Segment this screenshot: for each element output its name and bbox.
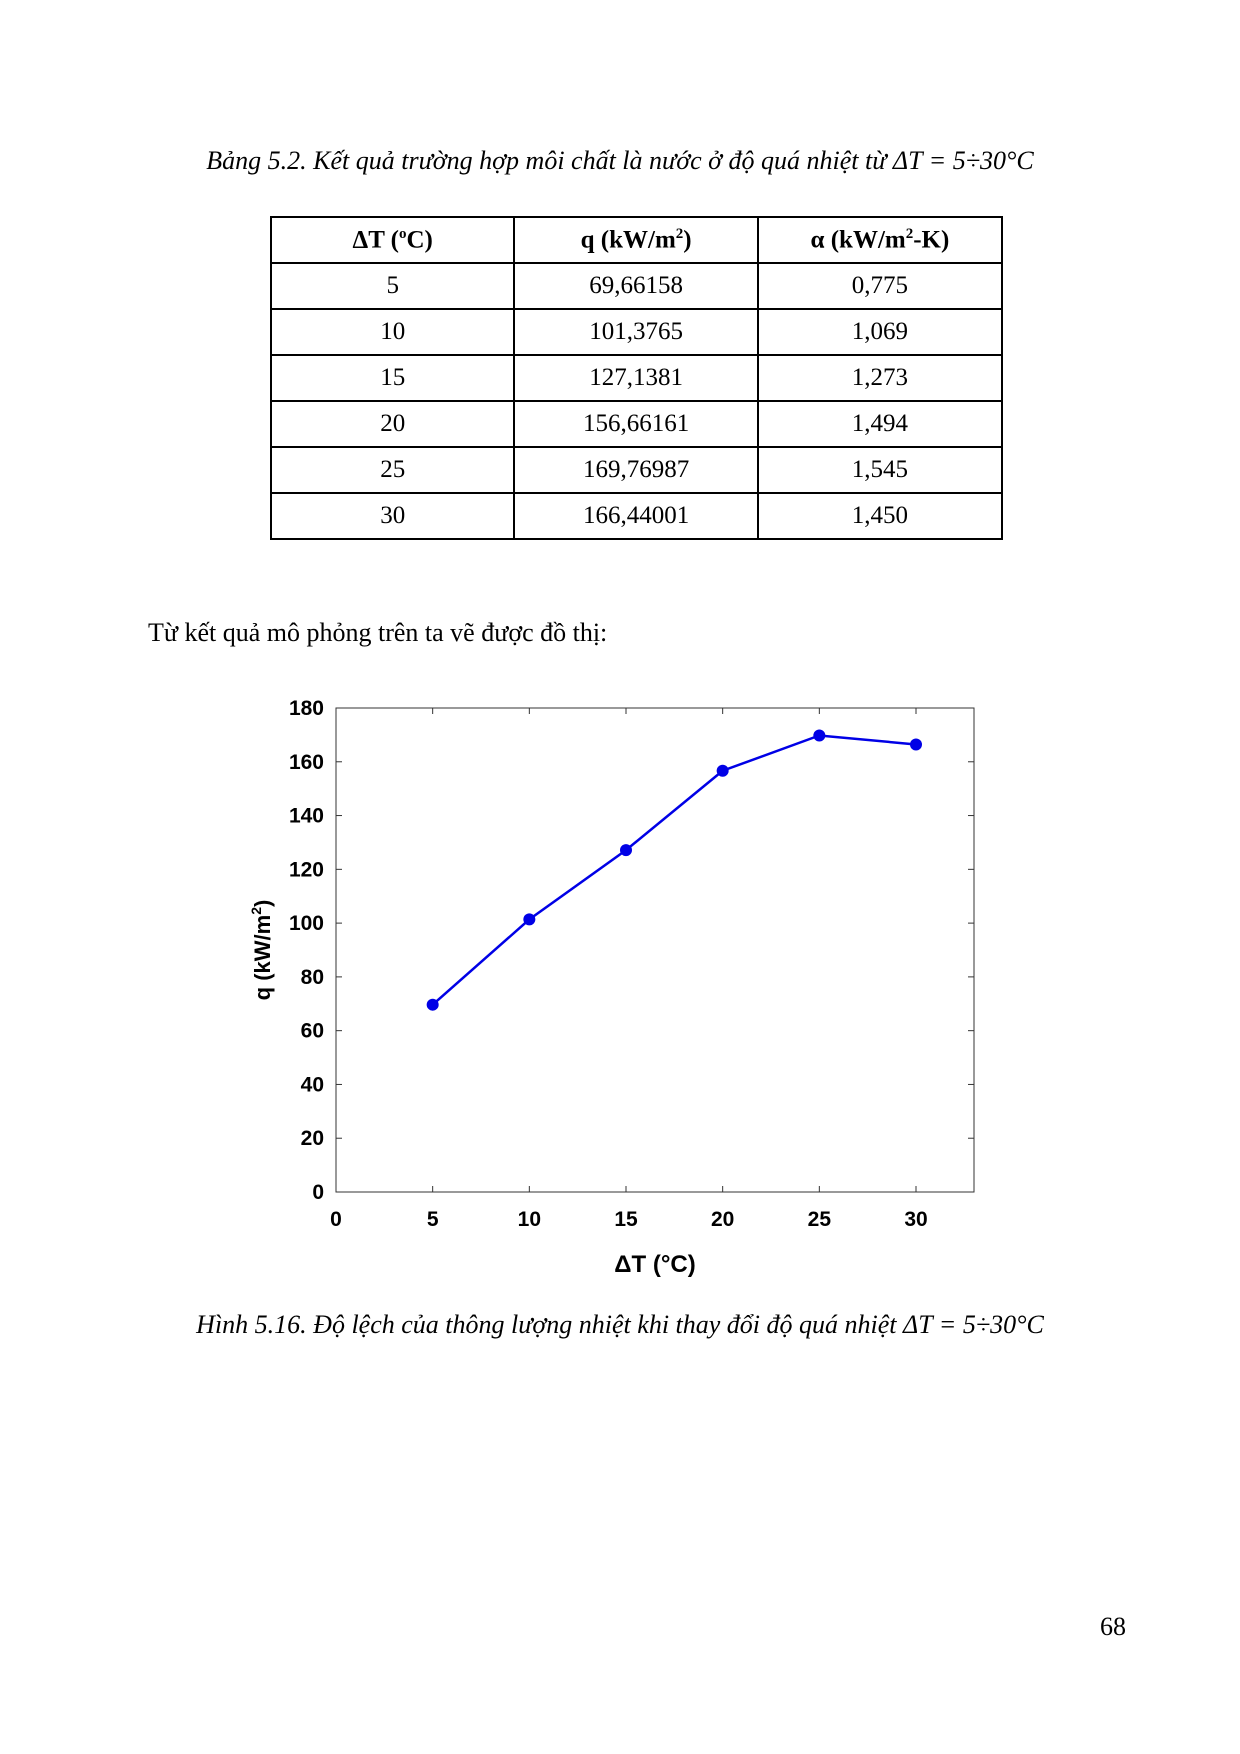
y-tick-label: 140	[288, 804, 324, 828]
cell-alpha: 1,494	[758, 401, 1002, 447]
table-row	[271, 493, 1002, 539]
cell-q: 127,1381	[514, 355, 757, 401]
intro-text: Từ kết quả mô phỏng trên ta vẽ được đồ thị:	[148, 618, 608, 647]
data-point	[910, 738, 922, 750]
results-table	[270, 216, 1003, 540]
heat-flux-chart	[210, 690, 1010, 1290]
y-tick-label: 100	[288, 912, 324, 936]
cell-alpha: 0,775	[758, 263, 1002, 309]
cell-delta-t: 5	[271, 263, 514, 309]
data-points	[427, 730, 922, 1011]
y-tick-label: 0	[312, 1181, 324, 1204]
y-tick-label: 180	[288, 697, 324, 720]
data-point	[427, 999, 439, 1011]
y-tick-label: 120	[288, 858, 324, 882]
cell-alpha: 1,069	[758, 309, 1002, 355]
cell-delta-t: 10	[271, 309, 514, 355]
table-row	[271, 447, 1002, 493]
cell-alpha: 1,450	[758, 493, 1002, 539]
plot-frame	[336, 708, 974, 1192]
cell-q: 101,3765	[514, 309, 757, 355]
table-row	[271, 309, 1002, 355]
cell-delta-t: 15	[271, 355, 514, 401]
data-point	[813, 730, 825, 742]
cell-delta-t: 20	[271, 401, 514, 447]
data-point	[620, 844, 632, 856]
table-row	[271, 355, 1002, 401]
y-tick-label: 60	[300, 1019, 324, 1043]
table-row	[271, 401, 1002, 447]
page-number: 68	[1100, 1612, 1126, 1641]
x-tick-label: 20	[710, 1208, 735, 1231]
header-alpha: α $(kW/m^2-K)$	[758, 217, 1002, 263]
y-tick-label: 160	[288, 750, 324, 774]
x-tick-label: 15	[614, 1208, 638, 1231]
x-tick-label: 25	[807, 1208, 832, 1231]
cell-q: 69,66158	[514, 263, 757, 309]
table-row	[271, 263, 1002, 309]
axis-ticks	[289, 697, 974, 1231]
y-tick-label: 20	[300, 1127, 324, 1151]
cell-q: 166,44001	[514, 493, 757, 539]
x-tick-label: 10	[517, 1208, 542, 1231]
cell-alpha: 1,273	[758, 355, 1002, 401]
table-header-row	[271, 217, 1002, 263]
cell-alpha: 1,545	[758, 447, 1002, 493]
x-axis-label: ΔT (°C)	[614, 1251, 696, 1278]
figure-caption: Hình 5.16. Độ lệch của thông lượng nhiệt khi thay đổi độ quá nhiệt ΔT = 5÷30°C	[196, 1310, 1044, 1339]
data-point	[523, 913, 535, 925]
series-line-q	[433, 736, 916, 1005]
cell-q: 169,76987	[514, 447, 757, 493]
cell-q: 156,66161	[514, 401, 757, 447]
data-point	[717, 765, 729, 777]
header-delta-t: ΔT ($^o$C)	[271, 217, 514, 263]
x-tick-label: 0	[330, 1208, 342, 1231]
y-tick-label: 40	[300, 1073, 324, 1097]
cell-delta-t: 30	[271, 493, 514, 539]
header-q: q $(kW/m^2)$	[514, 217, 757, 263]
cell-delta-t: 25	[271, 447, 514, 493]
y-tick-label: 80	[300, 965, 324, 989]
y-axis-label: q $(kW/m^2)$	[248, 899, 275, 1001]
x-tick-label: 5	[426, 1208, 439, 1231]
table-caption: Bảng 5.2. Kết quả trường hợp môi chất là nước ở độ quá nhiệt từ ΔT = 5÷30°C	[206, 146, 1034, 175]
x-tick-label: 30	[904, 1208, 928, 1231]
